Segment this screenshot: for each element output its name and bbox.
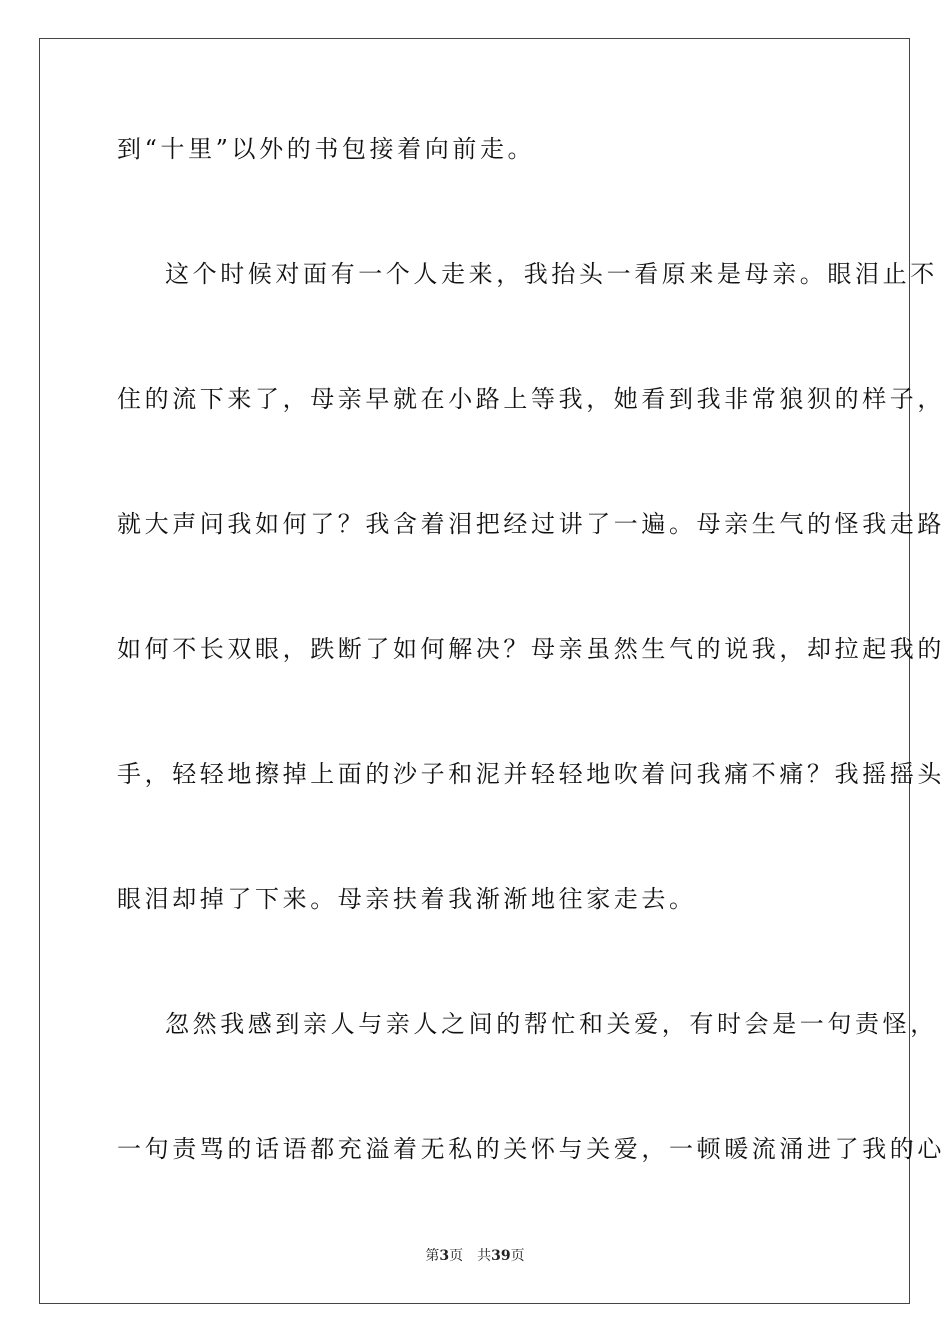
paragraph-line-7: 眼泪却掉了下来。母亲扶着我渐渐地往家走去。 <box>117 885 697 913</box>
page-prefix: 第 <box>425 1248 440 1264</box>
total-suffix: 页 <box>510 1248 525 1264</box>
paragraph-line-8: 忽然我感到亲人与亲人之间的帮忙和关爱，有时会是一句责怪， <box>165 1010 938 1038</box>
paragraph-line-6: 手，轻轻地擦掉上面的沙子和泥并轻轻地吹着问我痛不痛？我摇摇头 <box>117 760 945 788</box>
page-suffix: 页 <box>449 1248 464 1264</box>
paragraph-line-2: 这个时候对面有一个人走来，我抬头一看原来是母亲。眼泪止不 <box>165 260 938 288</box>
page-border <box>39 38 945 1304</box>
paragraph-line-1: 到“十里”以外的书包接着向前走。 <box>117 135 536 163</box>
total-pages: 39 <box>491 1248 511 1264</box>
total-prefix: 共 <box>477 1248 492 1264</box>
page-number: 3 <box>439 1248 450 1264</box>
paragraph-line-5: 如何不长双眼，跌断了如何解决？母亲虽然生气的说我，却拉起我的 <box>117 635 945 663</box>
page-footer <box>0 1247 950 1265</box>
paragraph-line-9: 一句责骂的话语都充溢着无私的关怀与关爱，一顿暖流涌进了我的心 <box>117 1135 945 1163</box>
paragraph-line-3: 住的流下来了，母亲早就在小路上等我，她看到我非常狼狈的样子， <box>117 385 945 413</box>
paragraph-line-4: 就大声问我如何了？我含着泪把经过讲了一遍。母亲生气的怪我走路 <box>117 510 945 538</box>
